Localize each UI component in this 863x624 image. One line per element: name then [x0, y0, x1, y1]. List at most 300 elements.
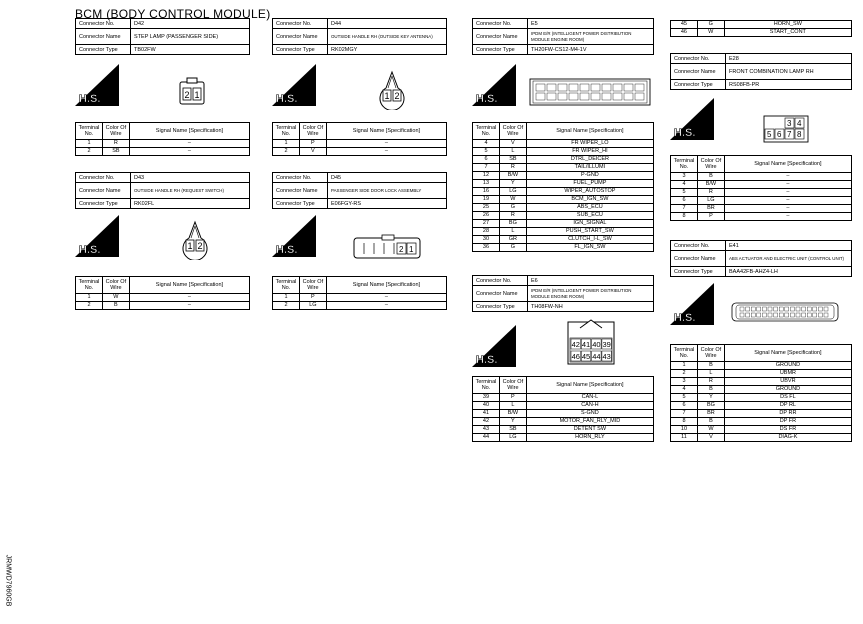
svg-text:41: 41 [581, 340, 591, 349]
terminal-no: 26 [473, 212, 500, 220]
wire-color: B [697, 173, 724, 181]
signal-name: CAN-L [526, 394, 653, 402]
terminal-no: 6 [473, 156, 500, 164]
wire-color: L [499, 402, 526, 410]
terminal-no: 6 [671, 402, 698, 410]
table-row [671, 386, 852, 394]
table-row [671, 418, 852, 426]
svg-text:1: 1 [409, 245, 414, 254]
connector-type-label: Connector Type [671, 267, 726, 277]
terminal-no-header: Terminal No. [273, 123, 300, 140]
connector-face-diagram [730, 300, 842, 329]
terminal-no: 2 [671, 370, 698, 378]
signal-name: GROUND [724, 362, 851, 370]
terminal-no: 39 [473, 394, 500, 402]
svg-text:44: 44 [592, 352, 601, 361]
terminal-no: 1 [273, 294, 300, 302]
wire-color: V [299, 148, 326, 156]
terminal-no: 46 [671, 29, 698, 37]
connector-face-diagram [372, 70, 412, 115]
signal-name-header: Signal Name [Specification] [526, 123, 653, 140]
connector-name-value: OUTSIDE HANDLE RH (OUTSIDE KEY ANTENNA) [328, 29, 447, 45]
svg-text:40: 40 [592, 340, 601, 349]
wire-color-header: Color Of Wire [697, 156, 724, 173]
terminal-no-header: Terminal No. [76, 277, 103, 294]
signal-name: – [129, 294, 249, 302]
terminal-no: 43 [473, 426, 500, 434]
wire-color: W [697, 29, 724, 37]
svg-text:2: 2 [197, 241, 203, 251]
svg-text:2: 2 [399, 245, 404, 254]
connector-name-label: Connector Name [76, 29, 131, 45]
table-row [671, 21, 852, 29]
svg-text:7: 7 [787, 130, 792, 139]
connector-no-value: D42 [131, 19, 250, 29]
signal-name-header: Signal Name [Specification] [129, 123, 249, 140]
terminal-no: 1 [76, 294, 103, 302]
terminal-no: 2 [76, 148, 103, 156]
svg-text:46: 46 [571, 352, 580, 361]
table-row [473, 410, 654, 418]
table-row [473, 220, 654, 228]
terminal-no: 1 [76, 140, 103, 148]
svg-text:H.S.: H.S. [674, 312, 696, 324]
terminal-no: 4 [671, 386, 698, 394]
wire-color: L [499, 228, 526, 236]
table-row [473, 164, 654, 172]
signal-name: – [724, 205, 851, 213]
terminal-no: 1 [273, 140, 300, 148]
table-row [671, 402, 852, 410]
signal-name: ABS_ECU [526, 204, 653, 212]
terminal-no: 3 [671, 378, 698, 386]
svg-text:1: 1 [384, 91, 390, 101]
wire-color: BR [697, 205, 724, 213]
table-row [473, 156, 654, 164]
signal-name: WIPER_AUTOSTOP [526, 188, 653, 196]
connector-type-value: RK02FL [131, 199, 250, 209]
wire-color: B/W [697, 181, 724, 189]
terminal-no-header: Terminal No. [273, 277, 300, 294]
connector-type-label: Connector Type [76, 45, 131, 55]
terminal-no: 5 [473, 148, 500, 156]
svg-text:45: 45 [581, 352, 591, 361]
wire-color: SB [499, 426, 526, 434]
wire-color: BR [697, 410, 724, 418]
table-row [473, 140, 654, 148]
connector-name-label: Connector Name [671, 64, 726, 80]
signal-name: – [129, 148, 249, 156]
svg-text:42: 42 [571, 340, 580, 349]
signal-table-d45 [272, 276, 447, 310]
connector-type-label: Connector Type [473, 45, 528, 55]
connector-type-label: Connector Type [273, 45, 328, 55]
signal-name: – [724, 189, 851, 197]
connector-name-label: Connector Name [273, 183, 328, 199]
connector-no-value: E6 [528, 276, 654, 286]
wire-color: R [499, 164, 526, 172]
table-row [671, 213, 852, 221]
connector-type-label: Connector Type [273, 199, 328, 209]
terminal-no: 36 [473, 244, 500, 252]
terminal-no-header: Terminal No. [76, 123, 103, 140]
connector-name-value: ABS ACTUATOR AND ELECTRIC UNIT (CONTROL UNIT) [726, 251, 852, 267]
svg-text:6: 6 [777, 130, 782, 139]
connector-name-label: Connector Name [473, 29, 528, 45]
table-row [473, 188, 654, 196]
svg-text:H.S.: H.S. [79, 93, 101, 105]
wire-color: BG [499, 220, 526, 228]
signal-name: DP RL [724, 402, 851, 410]
wire-color: SB [499, 156, 526, 164]
wire-color: LG [697, 197, 724, 205]
connector-type-value: BAA42FB-AHZ4-LH [726, 267, 852, 277]
signal-table-e6 [472, 376, 654, 442]
signal-name: CAN-H [526, 402, 653, 410]
connector-no-label: Connector No. [273, 19, 328, 29]
connector-no-value: D45 [328, 173, 447, 183]
connector-header-e6 [472, 275, 654, 312]
signal-name: DS FR [724, 426, 851, 434]
connector-name-value: OUTSIDE HANDLE RH (REQUEST SWITCH) [131, 183, 250, 199]
wire-color: BG [697, 402, 724, 410]
wire-color: LG [499, 434, 526, 442]
terminal-no: 10 [671, 426, 698, 434]
signal-name: CLUTCH_I-L_SW [526, 236, 653, 244]
terminal-no: 12 [473, 172, 500, 180]
table-row [473, 180, 654, 188]
terminal-no: 2 [273, 302, 300, 310]
signal-name-header: Signal Name [Specification] [326, 123, 446, 140]
terminal-no: 40 [473, 402, 500, 410]
wire-color-header: Color Of Wire [499, 123, 526, 140]
wire-color-header: Color Of Wire [299, 123, 326, 140]
signal-name: PUSH_START_SW [526, 228, 653, 236]
connector-header-d44 [272, 18, 447, 55]
signal-table-d44 [272, 122, 447, 156]
svg-text:H.S.: H.S. [674, 127, 696, 139]
table-row [473, 402, 654, 410]
connector-no-value: E28 [726, 54, 852, 64]
table-row [671, 362, 852, 370]
table-row [273, 302, 447, 310]
wire-color: P [499, 394, 526, 402]
terminal-no-header: Terminal No. [671, 345, 698, 362]
signal-table-e41 [670, 344, 852, 442]
wire-color: B [697, 386, 724, 394]
table-row [273, 148, 447, 156]
terminal-no: 25 [473, 204, 500, 212]
table-row [473, 212, 654, 220]
signal-name: UBMR [724, 370, 851, 378]
table-row [76, 140, 250, 148]
svg-text:H.S.: H.S. [276, 244, 298, 256]
wire-color: L [697, 370, 724, 378]
terminal-no: 8 [671, 213, 698, 221]
terminal-no-header: Terminal No. [671, 156, 698, 173]
wire-color: Y [499, 180, 526, 188]
terminal-no: 3 [671, 173, 698, 181]
signal-name: DIAG-K [724, 434, 851, 442]
signal-name: P-GND [526, 172, 653, 180]
svg-text:H.S.: H.S. [476, 93, 498, 105]
svg-text:H.S.: H.S. [476, 354, 498, 366]
connector-no-label: Connector No. [76, 173, 131, 183]
signal-name-header: Signal Name [Specification] [129, 277, 249, 294]
terminal-no: 6 [671, 197, 698, 205]
table-row [671, 370, 852, 378]
terminal-no: 4 [671, 181, 698, 189]
connector-header-e28 [670, 53, 852, 90]
connector-type-value: TH08FW-NH [528, 302, 654, 312]
signal-name: – [326, 302, 446, 310]
signal-table-e28 [670, 155, 852, 221]
signal-name: S-GND [526, 410, 653, 418]
table-row [671, 426, 852, 434]
table-row [671, 205, 852, 213]
terminal-no: 1 [671, 362, 698, 370]
signal-name-header: Signal Name [Specification] [724, 156, 851, 173]
terminal-no: 44 [473, 434, 500, 442]
signal-table-e5_cont [670, 20, 852, 37]
svg-text:3: 3 [787, 119, 792, 128]
hs-direction-icon [472, 325, 516, 367]
wire-color: R [697, 189, 724, 197]
connector-header-e5 [472, 18, 654, 55]
table-row [671, 181, 852, 189]
terminal-no: 5 [671, 189, 698, 197]
wire-color-header: Color Of Wire [299, 277, 326, 294]
signal-name-header: Signal Name [Specification] [326, 277, 446, 294]
connector-header-d45 [272, 172, 447, 209]
wire-color-header: Color Of Wire [697, 345, 724, 362]
signal-name: FL_IGN_SW [526, 244, 653, 252]
hs-direction-icon [75, 215, 119, 257]
table-row [671, 197, 852, 205]
signal-name: START_CONT [724, 29, 851, 37]
wire-color: R [697, 378, 724, 386]
signal-name: IGN_SIGNAL [526, 220, 653, 228]
table-row [76, 302, 250, 310]
signal-name-header: Signal Name [Specification] [526, 377, 653, 394]
connector-name-label: Connector Name [273, 29, 328, 45]
wire-color: B [697, 418, 724, 426]
connector-name-value: IPDM E/R (INTELLIGENT POWER DISTRIBUTION MODULE ENGINE ROOM) [528, 286, 654, 302]
terminal-no: 2 [273, 148, 300, 156]
wire-color: B [697, 362, 724, 370]
wire-color: R [102, 140, 129, 148]
hs-direction-icon [272, 215, 316, 257]
wire-color: B [102, 302, 129, 310]
terminal-no: 16 [473, 188, 500, 196]
connector-no-label: Connector No. [671, 54, 726, 64]
wire-color: B/W [499, 410, 526, 418]
table-row [473, 236, 654, 244]
table-row [671, 173, 852, 181]
signal-name: – [724, 181, 851, 189]
wire-color: R [499, 212, 526, 220]
wire-color-header: Color Of Wire [102, 123, 129, 140]
table-row [671, 378, 852, 386]
svg-text:1: 1 [194, 90, 200, 100]
wire-color-header: Color Of Wire [499, 377, 526, 394]
connector-header-d42 [75, 18, 250, 55]
signal-name: – [326, 294, 446, 302]
terminal-no: 5 [671, 394, 698, 402]
connector-name-label: Connector Name [671, 251, 726, 267]
wire-color: GR [499, 236, 526, 244]
wire-color: SB [102, 148, 129, 156]
page-title: BCM (BODY CONTROL MODULE) [75, 7, 271, 21]
svg-text:2: 2 [394, 91, 400, 101]
connector-face-diagram [762, 114, 810, 149]
table-row [473, 244, 654, 252]
connector-name-value: FRONT COMBINATION LAMP RH [726, 64, 852, 80]
connector-name-value: STEP LAMP (PASSENGER SIDE) [131, 29, 250, 45]
wire-color: P [299, 140, 326, 148]
terminal-no: 2 [76, 302, 103, 310]
connector-no-value: E41 [726, 241, 852, 251]
terminal-no: 7 [671, 410, 698, 418]
signal-name: FR WIPER_HI [526, 148, 653, 156]
signal-name: – [724, 173, 851, 181]
wire-color: L [499, 148, 526, 156]
table-row [273, 294, 447, 302]
table-row [473, 204, 654, 212]
signal-name: HORN_RLY [526, 434, 653, 442]
connector-name-label: Connector Name [76, 183, 131, 199]
signal-table-e5 [472, 122, 654, 252]
connector-type-value: RS08FB-PR [726, 80, 852, 90]
table-row [473, 228, 654, 236]
table-row [473, 196, 654, 204]
connector-type-label: Connector Type [671, 80, 726, 90]
terminal-no: 13 [473, 180, 500, 188]
table-row [273, 140, 447, 148]
table-row [473, 418, 654, 426]
signal-name: – [724, 197, 851, 205]
wire-color: V [697, 434, 724, 442]
table-row [473, 434, 654, 442]
wire-color-header: Color Of Wire [102, 277, 129, 294]
signal-name: – [326, 140, 446, 148]
connector-face-diagram [566, 318, 616, 371]
figure-code [0, 555, 14, 615]
svg-text:8: 8 [797, 130, 802, 139]
terminal-no: 41 [473, 410, 500, 418]
signal-name: TAIL/ILLUMI [526, 164, 653, 172]
connector-no-value: D43 [131, 173, 250, 183]
wire-color: G [499, 204, 526, 212]
signal-name: GROUND [724, 386, 851, 394]
figure-code-text: JRMWD7960GB [4, 554, 12, 607]
connector-name-value: IPDM E/R (INTELLIGENT POWER DISTRIBUTION MODULE ENGINE ROOM) [528, 29, 654, 45]
signal-name: DS FL [724, 394, 851, 402]
wire-color: W [102, 294, 129, 302]
table-row [473, 172, 654, 180]
signal-table-d42 [75, 122, 250, 156]
wire-color: W [499, 196, 526, 204]
connector-name-value: PASSENGER SIDE DOOR LOCK ASSEMBLY [328, 183, 447, 199]
svg-text:H.S.: H.S. [276, 93, 298, 105]
terminal-no-header: Terminal No. [473, 377, 500, 394]
signal-name: UBVR [724, 378, 851, 386]
connector-header-d43 [75, 172, 250, 209]
signal-name-header: Signal Name [Specification] [724, 345, 851, 362]
wire-color: W [697, 426, 724, 434]
signal-name: DP FR [724, 418, 851, 426]
table-row [671, 434, 852, 442]
connector-no-label: Connector No. [76, 19, 131, 29]
wire-color: B/W [499, 172, 526, 180]
connector-face-diagram [352, 234, 424, 267]
connector-type-label: Connector Type [76, 199, 131, 209]
signal-name: DP RR [724, 410, 851, 418]
table-row [473, 148, 654, 156]
wire-color: G [697, 21, 724, 29]
signal-name: – [724, 213, 851, 221]
hs-direction-icon [472, 64, 516, 106]
wire-color: V [499, 140, 526, 148]
wire-color: G [499, 244, 526, 252]
terminal-no: 4 [473, 140, 500, 148]
svg-text:39: 39 [602, 340, 611, 349]
signal-name: FUEL_PUMP [526, 180, 653, 188]
connector-type-label: Connector Type [473, 302, 528, 312]
connector-name-label: Connector Name [473, 286, 528, 302]
connector-type-value: E06FGY-RS [328, 199, 447, 209]
signal-name: FR WIPER_LO [526, 140, 653, 148]
terminal-no: 11 [671, 434, 698, 442]
connector-no-label: Connector No. [473, 19, 528, 29]
terminal-no: 19 [473, 196, 500, 204]
svg-text:5: 5 [767, 130, 772, 139]
terminal-no: 27 [473, 220, 500, 228]
terminal-no: 28 [473, 228, 500, 236]
connector-header-e41 [670, 240, 852, 277]
svg-text:4: 4 [797, 119, 802, 128]
signal-name: MOTOR_FAN_RLY_MID [526, 418, 653, 426]
connector-type-value: TH20FW-CS12-M4-1V [528, 45, 654, 55]
connector-no-label: Connector No. [473, 276, 528, 286]
table-row [671, 189, 852, 197]
svg-text:2: 2 [184, 90, 190, 100]
connector-face-diagram [178, 76, 208, 111]
connector-no-label: Connector No. [273, 173, 328, 183]
terminal-no: 7 [671, 205, 698, 213]
table-row [671, 394, 852, 402]
connector-no-value: D44 [328, 19, 447, 29]
table-row [76, 148, 250, 156]
connector-type-value: RK02MGY [328, 45, 447, 55]
wire-color: LG [299, 302, 326, 310]
wire-color: Y [499, 418, 526, 426]
table-row [671, 410, 852, 418]
svg-text:43: 43 [602, 352, 611, 361]
signal-name: – [129, 140, 249, 148]
signal-table-d43 [75, 276, 250, 310]
terminal-no: 42 [473, 418, 500, 426]
terminal-no-header: Terminal No. [473, 123, 500, 140]
hs-direction-icon [272, 64, 316, 106]
wire-color: Y [697, 394, 724, 402]
connector-no-label: Connector No. [671, 241, 726, 251]
hs-direction-icon [75, 64, 119, 106]
signal-name: – [326, 148, 446, 156]
terminal-no: 7 [473, 164, 500, 172]
signal-name: HORN_SW [724, 21, 851, 29]
table-row [473, 394, 654, 402]
